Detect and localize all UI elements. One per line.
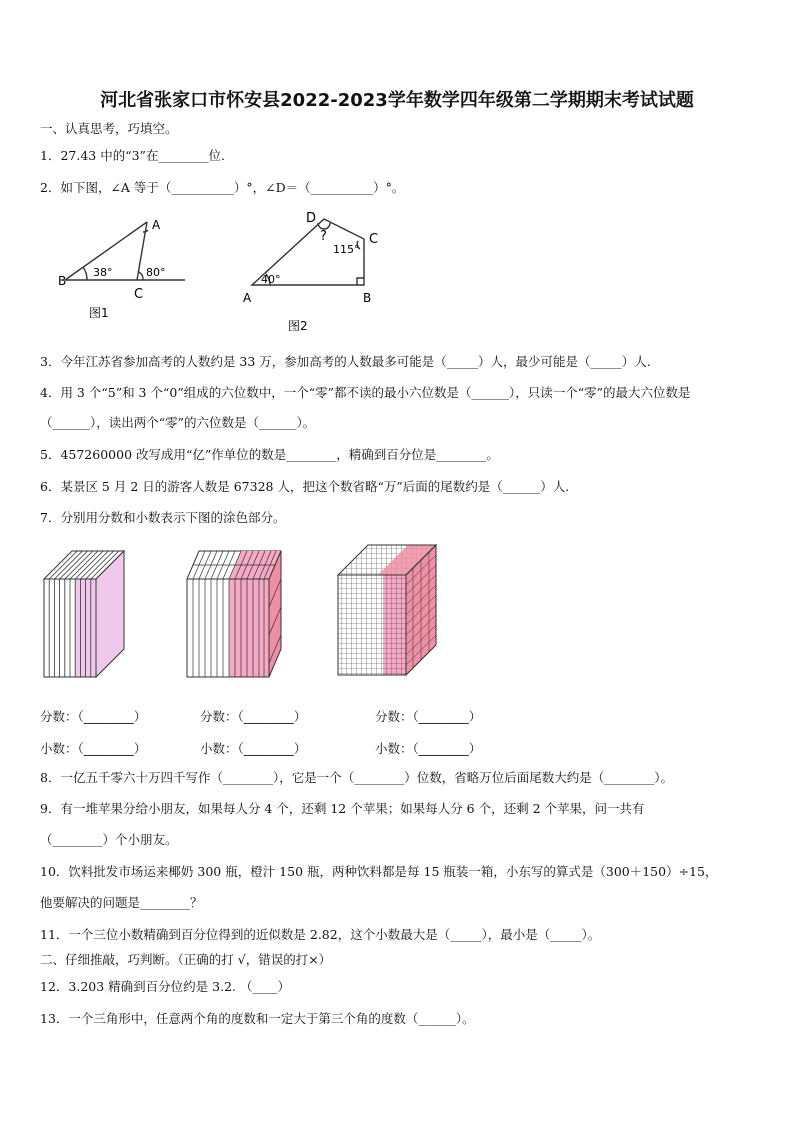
fig2-angle-c: 115° (333, 243, 360, 256)
question-13: 13．一个三角形中，任意两个角的度数和一定大于第三个角的度数（______）。 (40, 1011, 475, 1026)
cube-1-decimal-answer: 小数：（________） (40, 741, 147, 756)
fig1-caption: 图1 (89, 306, 109, 320)
question-11: 11．一个三位小数精确到百分位得到的近似数是 2.82，这个小数最大是（_____），最小是（_____）。 (40, 927, 601, 942)
section-heading-fill-in: 一、认真思考，巧填空。 (40, 121, 178, 136)
question-7: 7．分别用分数和小数表示下图的涂色部分。 (40, 510, 286, 525)
question-6: 6．某景区 5 月 2 日的游客人数是 67328 人，把这个数省略“万”后面的尾数约是（______）人. (40, 479, 570, 494)
question-5: 5．457260000 改写成用“亿”作单位的数是________，精确到百分位是________。 (40, 447, 499, 462)
question-3: 3．今年江苏省参加高考的人数约是 33 万，参加高考的人数最多可能是（_____）人，最少可能是（_____）人. (40, 354, 651, 369)
fig1-label-c: C (134, 287, 144, 302)
question-9-line-2: （________）个小朋友。 (40, 832, 178, 847)
fig1-label-b: B (58, 274, 67, 288)
question-10-line-1: 10．饮料批发市场运来椰奶 300 瓶，橙汁 150 瓶，两种饮料都是每 15 瓶装一箱，小东写的算式是（300＋150）÷15， (40, 864, 718, 879)
fig2-unknown-angle: ? (320, 229, 327, 244)
figure-2-quadrilateral (236, 205, 396, 335)
question-8: 8．一亿五千零六十万四千写作（________），它是一个（________）位数，省略万位后面尾数大约是（________）。 (40, 770, 673, 785)
fig2-caption: 图2 (288, 319, 308, 333)
cube-1-fraction-answer: 分数：（________） (40, 709, 147, 724)
fig2-label-b: B (363, 291, 372, 305)
cube-figure-2 (185, 549, 285, 679)
question-12: 12．3.203 精确到百分位约是 3.2. （____） (40, 979, 290, 994)
fig1-angle-b: 38° (93, 266, 113, 279)
cube-3-fraction-answer: 分数：（________） (375, 709, 482, 724)
fig2-label-a: A (243, 291, 252, 305)
fig2-label-d: D (306, 211, 317, 226)
page-title: 河北省张家口市怀安县2022-2023学年数学四年级第二学期期末考试试题 (100, 90, 694, 111)
question-4-line-1: 4．用 3 个“5”和 3 个“0”组成的六位数中，一个“零”都不读的最小六位数是（______），只读一个“零”的最大六位数是 (40, 385, 691, 400)
question-9-line-1: 9．有一堆苹果分给小朋友，如果每人分 4 个，还剩 12 个苹果；如果每人分 6 个，还剩 2 个苹果，问一共有 (40, 801, 645, 816)
cube-figure-1 (42, 549, 134, 679)
fig2-angle-a: 40° (261, 273, 281, 286)
cube-3-decimal-answer: 小数：（________） (375, 741, 482, 756)
figure-1-triangle (55, 210, 205, 325)
cube-figure-3 (336, 543, 440, 679)
cube-2-decimal-answer: 小数：（________） (200, 741, 307, 756)
fig2-label-c: C (369, 232, 379, 247)
fig1-angle-c: 80° (146, 266, 166, 279)
question-10-line-2: 他要解决的问题是________？ (40, 895, 203, 910)
fig1-label-a: A (152, 218, 161, 232)
question-4-line-2: （______），读出两个“零”的六位数是（______）。 (40, 415, 316, 430)
cube-2-fraction-answer: 分数：（________） (200, 709, 307, 724)
question-2: 2．如下图，∠A 等于（__________）°，∠D＝（__________）°。 (40, 180, 405, 195)
section-heading-judge: 二、仔细推敲，巧判断。（正确的打 √，错误的打×） (40, 952, 332, 967)
question-1: 1．27.43 中的“3”在________位. (40, 148, 225, 163)
